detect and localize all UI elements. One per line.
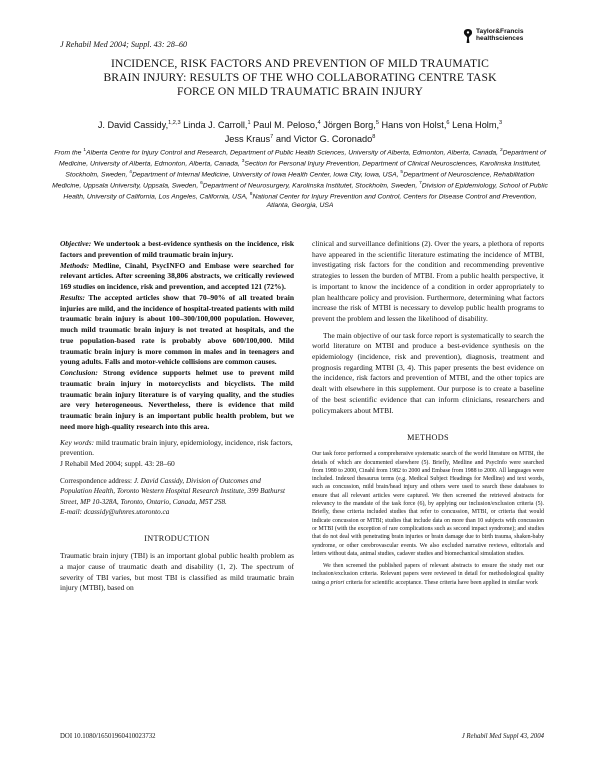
abstract-conclusion — [60, 368, 294, 433]
abstract-conclusion-label: Conclusion: — [60, 368, 98, 377]
abstract-methods-text: Medline, Cinahl, PsycINFO and Embase were searched for relevant articles. After screening 38,806 abstracts, we critically reviewed 169 studies on incidence, risk and prevention, and accepted 121 (72%). — [60, 260, 294, 291]
article-title — [60, 57, 540, 99]
affiliation-marker: 1 — [83, 148, 87, 153]
methods-text: We then screened the published papers of relevant abstracts to ensure the study met our inclusion/exclusion criteria. Relevant papers were reviewed in detail for methodological quality using — [312, 563, 544, 586]
author-name: Hans von Holst, — [381, 120, 447, 131]
affiliation-marker: 8 — [249, 191, 253, 197]
affiliations-intro: From the — [54, 149, 84, 157]
affiliation-text: Department of Neuroscience, Rehabilitation Medicine, Uppsala University, Uppsala, Sweden, — [52, 171, 535, 190]
affiliation-text: National Center for Injury Prevention and Control, Centers for Disease Control and Prevention, Atlanta, Georgia, USA — [252, 193, 537, 209]
correspondence — [60, 476, 294, 517]
author-affiliation-marker: 7 — [270, 133, 274, 140]
abstract — [60, 239, 294, 433]
abstract-objective-label: Objective: — [60, 239, 92, 248]
author-affiliation-marker: 3 — [499, 120, 503, 126]
publisher-logo — [462, 28, 524, 44]
correspondence-label: Correspondence address: — [60, 477, 133, 486]
author-name: Lena Holm, — [452, 120, 500, 131]
methods-text: criteria for scientific acceptance. These criteria have been applied in similar work — [344, 579, 538, 586]
right-column — [312, 239, 544, 587]
logo-line-2: healthsciences — [476, 35, 524, 43]
affiliation-marker: 4 — [129, 169, 132, 175]
methods-section — [312, 450, 544, 587]
affiliation-marker: 3 — [241, 158, 245, 164]
methods-paragraph — [312, 562, 544, 587]
introduction-left — [60, 551, 294, 594]
affiliation-marker: 2 — [499, 148, 503, 153]
affiliation-text: Department of Internal Medicine, University of Iowa Health Center, Iowa City, Iowa, USA, — [131, 171, 401, 179]
methods-paragraph: Our task force performed a comprehensive systematic search of the world literature on MTBI, the details of which are documented elsewhere (5). Briefly, Medline and PsycInfo were searched from 1980 to 2000, Cinahl from 1982 to 2000 and Embase from 1988 to 2000. All languages were included. Indexed thesaurus terms (e.g. Medical Subject Headings for Medline) and text words, such as concussion, mild brain/head injury and others were used to search these databases to ensure that all relevant articles were captured. We then screened the retrieved abstracts for relevancy to the mandate of the task force (6), by applying our inclusion/exclusion criteria (5). Briefly, these criteria included studies that refer to concussion, MTBI, or criteria that would indicate concussion or MTBI; studies that include data on more than 10 subjects with concussion or MTBI (with the exception of rare complications such as second impact syndrome); and studies that do not deal with penetrating brain injuries or brain damage due to birth trauma, shaken-baby syndrome, or other cerebrovascular events. We also excluded narrative reviews, editorials and letters without data, animal studies, cadaver studies and biomechanical simulation studies. — [312, 451, 544, 557]
title-line: FORCE ON MILD TRAUMATIC BRAIN INJURY — [177, 85, 423, 98]
introduction-paragraph-continued: clinical and surveillance definitions (2). Over the years, a plethora of reports have appeared in the scientific literature estimating the incidence of MTBI, investigating risk factors for the condition and recommending preventive strategies to lessen the burden of MTBI. From a public health perspective, it is important to know the incidence of a condition in order appropriately to plan healthcare policy and provision. Furthermore, determining what factors increase the risk of MTBI is necessary to develop public health programs to prevent the problem and lessen the likelihood of disability. — [312, 239, 544, 323]
journal-reference: J Rehabil Med 2004; Suppl. 43: 28–60 — [60, 40, 188, 49]
author-name: Jess Kraus — [224, 133, 271, 144]
abstract-methods — [60, 261, 294, 293]
introduction-paragraph: The main objective of our task force report is systematically to search the world literature on MTBI and produce a best-evidence synthesis on the epidemiology (incidence, risk and prevention), diagnosis, treatment and prognosis regarding MTBI (3, 4). This paper presents the best evidence on the incidence, risk factors and prevention of MTBI, and the other topics are dealt with elsewhere in this supplement. Our purpose is to create a baseline of the best scientific evidence that can inform clinicians, researchers and policymakers about MTBI. — [312, 330, 544, 415]
author-name: and Victor G. Coronado — [275, 133, 373, 144]
logo-line-1: Taylor&Francis — [476, 28, 524, 35]
abstract-objective — [60, 239, 294, 261]
author-affiliation-marker: 1 — [247, 120, 251, 126]
introduction-paragraph: Traumatic brain injury (TBI) is an important global public health problem as a major cause of traumatic death and disability (1, 2). The spectrum of severity of TBI varies, but most TBI is classified as mild traumatic brain injury (MTBI), based on — [60, 551, 294, 593]
affiliations — [52, 147, 548, 211]
affiliation-text: Section for Personal Injury Prevention, Department of Clinical Neurosciences, Karolinska Institutet, Stockholm, Sweden, — [65, 160, 541, 179]
author-affiliation-marker: 1,2,3 — [168, 120, 181, 126]
affiliation-text: Division of Epidemiology, School of Public Health, University of California, Los Angeles, California, USA, — [63, 182, 548, 201]
abstract-results-text: The accepted articles show that 70–90% of all treated brain injuries are mild, and the incidence of hospital-treated patients with mild traumatic brain injury is about 100–300/100,000 population. However, much mild traumatic brain injury is not treated at hospitals, and the true population-based rate is probably above 600/100,000. Mild traumatic brain injury is more common in males and in teenagers and young adults. Falls and motor-vehicle collisions are common causes. — [60, 292, 294, 367]
author-name: Jörgen Borg, — [323, 120, 376, 131]
keywords-text: mild traumatic brain injury, epidemiology, incidence, risk factors, prevention. — [60, 437, 293, 458]
citation-line: J Rehabil Med 2004; suppl. 43: 28–60 — [60, 458, 175, 468]
author-affiliation-marker: 5 — [375, 120, 379, 126]
correspondence-text: J. David Cassidy, Division of Outcomes and Population Health, Toronto Western Hospital Research Institute, 399 Bathurst Street, MP 10-328A, Toronto, Ontario, Canada, M5T 2S8. — [60, 477, 285, 506]
author-affiliation-marker: 6 — [446, 120, 450, 126]
abstract-objective-text: We undertook a best-evidence synthesis on the incidence, risk factors and prevention of mild traumatic brain injury. — [60, 239, 294, 259]
abstract-conclusion-text: Strong evidence supports helmet use to prevent mild traumatic brain injury in motorcyclists and bicyclists. The mild traumatic brain injury literature is of varying quality, and the studies are very heterogeneous. Nevertheless, there is evidence that mild traumatic brain injury is an important public health problem, but we need more high-quality research into this area. — [60, 368, 294, 431]
abstract-methods-label: Methods: — [60, 260, 90, 270]
affiliation-text: Department of Neurosurgery, Karolinska Institutet, Stockholm, Sweden, — [202, 182, 420, 190]
abstract-results-label: Results: — [60, 292, 86, 302]
affiliation-marker: 6 — [200, 180, 203, 186]
abstract-results — [60, 293, 294, 368]
affiliation-marker: 5 — [400, 169, 404, 175]
introduction-right — [312, 239, 544, 416]
affiliation-marker: 7 — [419, 180, 422, 186]
author-affiliation-marker: 4 — [317, 120, 321, 126]
introduction-heading: INTRODUCTION — [144, 534, 210, 544]
author-affiliation-marker: 8 — [372, 133, 376, 140]
keywords — [60, 438, 294, 459]
author-list — [30, 118, 570, 145]
affiliation-text: Alberta Centre for Injury Control and Research, Department of Public Health Sciences, University of Alberta, Edmonton, Alberta, Canada, — [86, 149, 500, 157]
publisher-logo-icon — [462, 28, 474, 44]
title-line: INCIDENCE, RISK FACTORS AND PREVENTION OF MILD TRAUMATIC — [111, 57, 489, 70]
title-line: BRAIN INJURY: RESULTS OF THE WHO COLLABORATING CENTRE TASK — [103, 71, 497, 84]
correspondence-email: E-mail: dcassidy@uhnres.utoronto.ca — [60, 507, 170, 516]
footer-journal: J Rehabil Med Suppl 43, 2004 — [461, 733, 544, 740]
author-name: Paul M. Peloso, — [253, 120, 318, 131]
keywords-label: Key words: — [60, 437, 95, 447]
author-name: J. David Cassidy, — [97, 120, 169, 131]
methods-heading: METHODS — [407, 433, 449, 443]
methods-italic-text: a priori — [326, 579, 345, 586]
doi: DOI 10.1080/16501960410023732 — [60, 733, 156, 740]
author-name: Linda J. Carroll, — [183, 120, 248, 131]
affiliation-text: Department of Medicine, University of Alberta, Edmonton, Alberta, Canada, — [59, 149, 546, 168]
left-column — [60, 239, 294, 594]
